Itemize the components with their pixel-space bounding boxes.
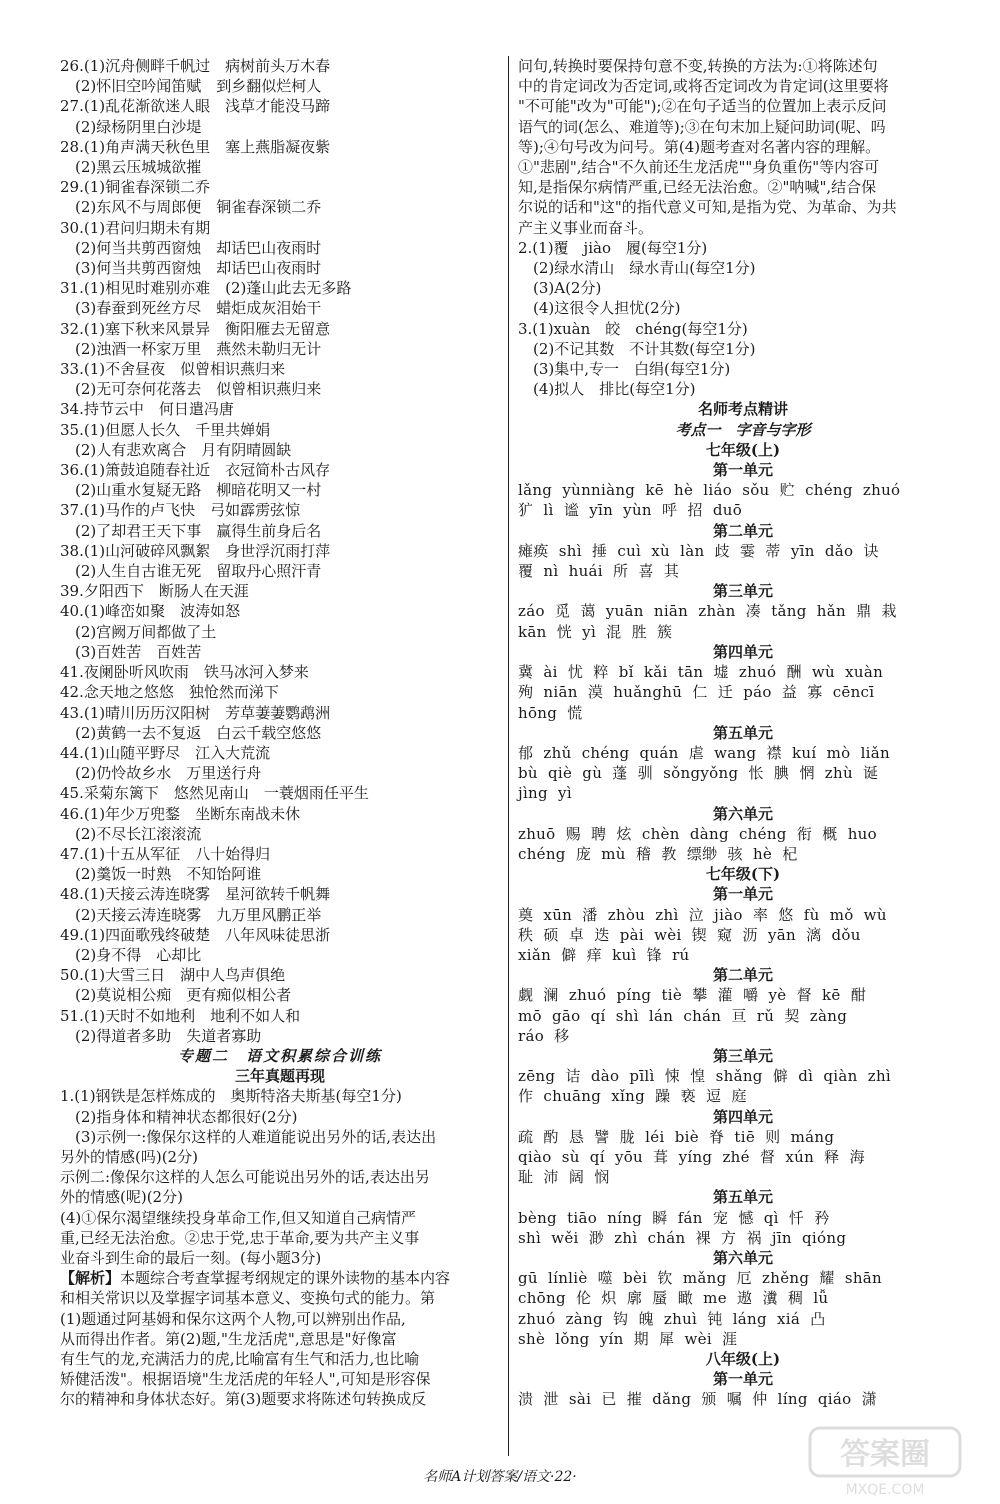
answer-line: (2)怀旧空吟闻笛赋 到乡翻似烂柯人 [60,77,322,96]
pinyin-line: zhuō 赐 聘 炫 chèn dàng chéng 衔 概 huo [518,824,877,843]
pinyin-line: záo 觅 蔼 yuān niān zhàn 凑 tǎng hǎn 鼎 栽 [518,602,897,621]
answer-line: 中的肯定词改为否定词,或将否定词改为肯定词(这里要将 [518,77,889,96]
pinyin-line: chéng 庞 mù 稽 教 缥缈 骇 hè 杞 [518,844,798,863]
section-heading: 第四单元 [712,1107,773,1126]
answer-line: (2)指身体和精神状态都很好(2分) [60,1107,298,1126]
answer-line: 业奋斗到生命的最后一刻。(每小题3分) [60,1248,322,1267]
answer-line: (2)莫说相公痴 更有痴似相公者 [60,986,292,1005]
pinyin-line: 秩 硕 卓 迭 pài wèi 锲 窥 沥 yān 漓 dǒu [518,925,861,944]
answer-line: (3)春蚕到死丝方尽 蜡炬成灰泪始干 [60,299,322,318]
answer-line: (3)集中,专一 白绢(每空1分) [518,360,731,379]
pinyin-line: 犷 lì 谧 yīn yùn 呼 招 duō [518,501,743,520]
watermark-logo [800,1410,970,1500]
pinyin-line: 疏 酌 恳 譬 胧 léi biè 脊 tiē 则 máng [518,1127,835,1146]
answer-line: (3)何当共剪西窗烛 却话巴山夜雨时 [60,259,322,278]
answer-line: (2)浊酒一杯家万里 燕然未勒归无计 [60,339,322,358]
answer-line: 43.(1)晴川历历汉阳树 芳草萋萋鹦鹉洲 [60,703,331,722]
pinyin-line: 冀 ài 忧 粹 bǐ kǎi tān 墟 zhuó 酬 wù xuàn [518,663,884,682]
answer-line: 30.(1)君问归期未有期 [60,218,211,237]
section-heading: 七年级(下) [705,865,781,884]
answer-line: 44.(1)山随平野尽 江入大荒流 [60,743,271,762]
pinyin-line: lǎng yùnniàng kē hè liáo sǒu 贮 chéng zhuó [518,481,901,500]
answer-line: (2)绿杨阴里白沙堤 [60,117,202,136]
pinyin-line: bèng tiāo níng 瞬 fán 宠 憾 qì 忏 矜 [518,1208,830,1227]
answer-line: 等);④句号改为问号。第(4)题考查对名著内容的理解。 [518,137,881,156]
analysis-text: 本题综合考查掌握考纲规定的课外读物的基本内容 [120,1269,451,1288]
pinyin-line: xiǎn 僻 痒 kuì 锋 rú [518,945,690,964]
pinyin-line: hōng 慌 [518,703,583,722]
answer-line: (2)无可奈何花落去 似曾相识燕归来 [60,380,322,399]
answer-line: 41.夜阑卧听风吹雨 铁马冰河入梦来 [60,663,309,682]
answer-line: (4)拟人 排比(每空1分) [518,380,696,399]
pinyin-line: bù qiè gù 蓬 驯 sǒngyǒng 怅 腆 惘 zhù 诞 [518,764,879,783]
answer-line: 38.(1)山河破碎风飘絮 身世浮沉雨打萍 [60,541,331,560]
answer-line: (4)①保尔渴望继续投身革命工作,但又知道自己病情严 [60,1208,417,1227]
answer-line: 40.(1)峰峦如聚 波涛如怒 [60,602,241,621]
section-heading: 七年级(上) [705,440,781,459]
section-heading: 第四单元 [712,642,773,661]
pinyin-line: 耻 沛 阔 悯 [518,1168,610,1187]
answer-line: (2)仍怜故乡水 万里送行舟 [60,764,262,783]
pinyin-line: shè lǒng yín 期 犀 wèi 涯 [518,1329,738,1348]
section-heading: 第五单元 [712,723,773,742]
answer-line: (2)身不得 心却比 [60,945,202,964]
answer-line: 35.(1)但愿人长久 千里共婵娟 [60,420,271,439]
answer-line: 问句,转换时要保持句意不变,转换的方法为:①将陈述句 [518,57,878,75]
answer-line: (2)不尽长江滚滚流 [60,824,202,843]
answer-line: 知,是指保尔病情严重,已经无法治愈。②"呐喊",结合保 [518,178,877,197]
answer-line: 尔说的话和"这"的指代意义可知,是指为党、为革命、为共 [518,198,897,217]
answer-line: ①"悲剧",结合"不久前还生龙活虎""身负重伤"等内容可 [518,158,880,177]
answer-line: 36.(1)箫鼓追随春社近 衣冠简朴古风存 [60,461,331,480]
answer-line: 50.(1)大雪三日 湖中人鸟声俱绝 [60,966,286,985]
section-heading: 第一单元 [712,461,773,480]
answer-line: (3)A(2分) [518,279,602,298]
column-divider [508,56,509,1456]
answer-line: 3.(1)xuàn 皎 chéng(每空1分) [518,319,748,338]
answer-line: 26.(1)沉舟侧畔千帆过 病树前头万木春 [60,57,331,75]
answer-line: 有生气的龙,充满活力的虎,比喻富有生气和活力,也比喻 [60,1350,420,1368]
section-heading: 专题二 语文积累综合训练 [177,1046,382,1065]
svg-text:答案圈: 答案圈 [840,1437,930,1472]
answer-line: (2)了却君王天下事 赢得生前身后名 [60,521,322,540]
answer-line: (2)东风不与周郎便 铜雀春深锁二乔 [60,198,322,217]
pinyin-line: jìng yì [518,784,572,803]
pinyin-line: chōng 伦 炽 廓 蜃 瞰 me 遨 瀵 稠 lǚ [518,1289,829,1308]
answer-line: (2)黄鹤一去不复返 白云千载空悠悠 [60,723,322,742]
answer-line: (2)山重水复疑无路 柳暗花明又一村 [60,481,322,500]
pinyin-line: 作 chuāng xǐng 躁 亵 逗 庭 [518,1087,747,1106]
section-heading: 第三单元 [712,1046,773,1065]
pinyin-line: 溃 泄 sài 已 摧 dǎng 颁 嘱 仲 líng qiáo 潇 [518,1390,877,1409]
pinyin-line: 瘫痪 shì 捶 cuì xù làn 歧 霎 蒂 yīn dǎo 诀 [518,541,879,560]
answer-line: 49.(1)四面歌残终破楚 八年风味徒思浙 [60,925,331,944]
answer-line: (2)黑云压城城欲摧 [60,158,202,177]
answer-line: 27.(1)乱花渐欲迷人眼 浅草才能没马蹄 [60,97,331,116]
section-heading: 第五单元 [712,1188,773,1207]
pinyin-line: shì wěi 渺 zhì chán 裸 方 祸 jīn qióng [518,1228,847,1247]
answer-line: 31.(1)相见时难别亦难 (2)蓬山此去无多路 [60,279,352,298]
answer-line: 51.(1)天时不如地利 地利不如人和 [60,1006,301,1025]
pinyin-line: ráo 移 [518,1026,570,1045]
answer-line: 和相关常识以及掌握字词基本意义、变换句式的能力。第 [60,1289,436,1308]
answer-line: (2)宫阙万间都做了土 [60,622,217,641]
answer-line: 重,已经无法治愈。②忠于党,忠于革命,要为共产主义事 [60,1228,420,1247]
pinyin-line: qiào sù qí yōu 葺 yíng zhé 督 xún 释 海 [518,1147,865,1166]
pinyin-line: zēng 诘 dào pīlì 悚 惶 shǎng 僻 dì qiàn zhì [518,1067,892,1086]
right-column [518,56,968,1410]
section-heading: 第六单元 [712,804,773,823]
answer-line: (4)这很令人担忧(2分) [518,299,681,318]
answer-line: 48.(1)天接云涛连晓雾 星河欲转千帆舞 [60,885,331,904]
answer-line: (2)羹饭一时熟 不知饴阿谁 [60,865,262,884]
answer-line: (2)何当共剪西窗烛 却话巴山夜雨时 [60,238,322,257]
section-heading: 考点一 字音与字形 [675,420,811,439]
pinyin-line: 覆 nì huái 所 喜 其 [518,562,680,581]
pinyin-line: mō gāo qí shì lán chán 亘 rǔ 契 zàng [518,1006,848,1025]
pinyin-line: gū línliè 噬 bèi 钦 mǎng 厄 zhěng 耀 shān [518,1269,882,1288]
analysis-label: 【解析】 [60,1269,121,1288]
page-footer: 名师A计划答案/语文·22· [423,1469,577,1485]
answer-line: "不可能"改为"可能");②在句子适当的位置加上表示反问 [518,97,887,116]
answer-line: 外的情感(呢)(2分) [60,1188,183,1207]
left-column [60,56,500,1410]
pinyin-line: 郁 zhǔ chéng quán 虐 wang 襟 kuí mò liǎn [518,743,890,762]
answer-line: 47.(1)十五从军征 八十始得归 [60,844,271,863]
section-heading: 名师考点精讲 [697,400,788,419]
section-heading: 第二单元 [712,966,773,985]
section-heading: 第一单元 [712,1370,773,1389]
section-heading: 三年真题再现 [234,1067,325,1086]
pinyin-line: 奠 xūn 潘 zhòu zhì 泣 jiào 率 悠 fù mǒ wù [518,905,887,924]
section-heading: 八年级(上) [705,1350,781,1368]
answer-line: 尔的精神和身体状态好。第(3)题要求将陈述句转换成反 [60,1390,427,1409]
answer-line: (2)不记其数 不计其数(每空1分) [518,339,756,358]
answer-line: 46.(1)年少万兜鍪 坐断东南战未休 [60,804,301,823]
answer-line: 语气的词(怎么、难道等);③在句末加上疑问助词(呢、吗 [518,117,886,136]
answer-line: (2)人生自古谁无死 留取丹心照汗青 [60,562,322,581]
answer-line: 矫健活泼"。根据语境"生龙活虎的年轻人",可知是形容保 [60,1370,431,1389]
answer-line: (3)百姓苦 百姓苦 [60,642,202,661]
answer-line: (2)绿水清山 绿水青山(每空1分) [518,259,756,278]
pinyin-line: 殉 niān 漠 huǎnghū 仁 迁 páo 益 寡 cēncī [518,683,875,702]
answer-line: 从而得出作者。第(2)题,"生龙活虎",意思是"好像富 [60,1329,397,1348]
answer-line: 37.(1)马作的卢飞快 弓如霹雳弦惊 [60,501,301,520]
answer-line: (1)题通过阿基姆和保尔这两个人物,可以辨别出作品, [60,1309,406,1328]
answer-line: 32.(1)塞下秋来风景异 衡阳雁去无留意 [60,319,331,338]
answer-line: 33.(1)不舍昼夜 似曾相识燕归来 [60,360,286,379]
pinyin-line: 觑 澜 zhuó píng tiè 攀 灌 嚼 yè 督 kē 酣 [518,986,867,1005]
answer-line: 28.(1)角声满天秋色里 塞上燕脂凝夜紫 [60,137,331,156]
answer-line: 45.采菊东篱下 悠然见南山 一蓑烟雨任平生 [60,784,369,803]
answer-line: 29.(1)铜雀春深锁二乔 [60,178,211,197]
section-heading: 第一单元 [712,885,773,904]
answer-line: 42.念天地之悠悠 独怆然而涕下 [60,683,279,702]
answer-line: (2)得道者多助 失道者寡助 [60,1026,262,1045]
pinyin-line: zhuó zàng 钩 魄 zhuì 钝 láng xiá 凸 [518,1309,826,1328]
section-heading: 第三单元 [712,582,773,601]
answer-line: 1.(1)钢铁是怎样炼成的 奥斯特洛夫斯基(每空1分) [60,1087,402,1106]
pinyin-line: kān 恍 yì 混 胜 簇 [518,622,673,641]
answer-line: 示例二:像保尔这样的人怎么可能说出另外的话,表达出另 [60,1168,430,1187]
section-heading: 第六单元 [712,1248,773,1267]
answer-line: 39.夕阳西下 断肠人在天涯 [60,582,249,601]
answer-line: (2)天接云涛连晓雾 九万里风鹏正举 [60,905,322,924]
answer-line: 34.持节云中 何日遣冯唐 [60,400,234,419]
answer-line: 2.(1)覆 jiào 履(每空1分) [518,238,708,257]
answer-line: (2)人有悲欢离合 月有阴晴圆缺 [60,440,292,459]
answer-line: 另外的情感(吗)(2分) [60,1147,198,1166]
svg-text:MXQE.COM: MXQE.COM [845,1482,925,1498]
analysis-line [60,1268,500,1288]
section-heading: 第二单元 [712,521,773,540]
answer-line: 产主义事业而奋斗。 [518,218,654,237]
answer-line: (3)示例一:像保尔这样的人难道能说出另外的话,表达出 [60,1127,437,1146]
